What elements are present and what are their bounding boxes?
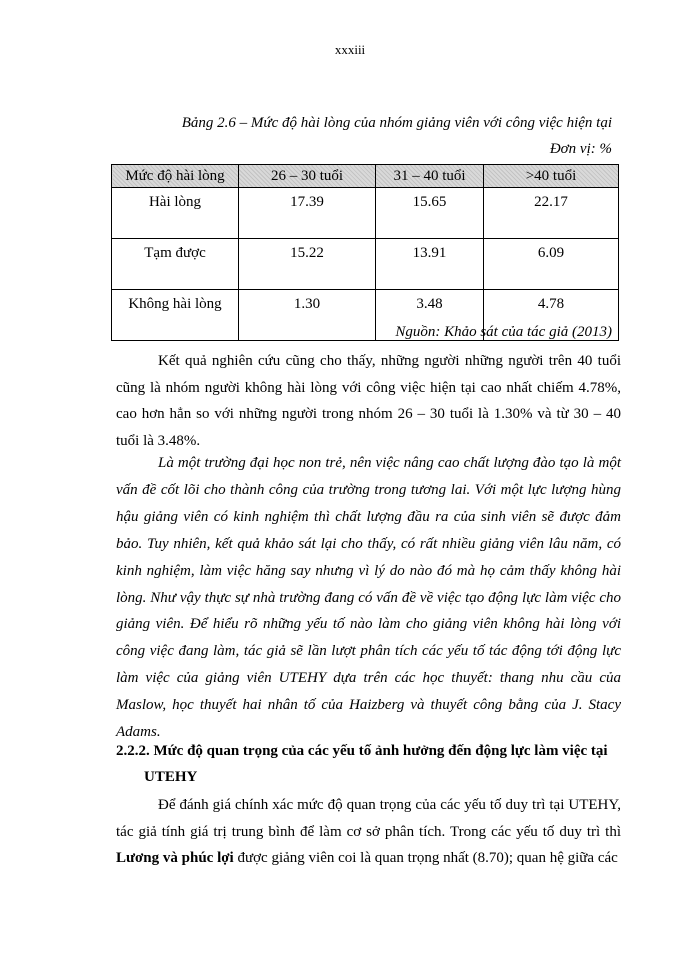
value-cell: 13.91 <box>376 239 484 290</box>
value-cell: 3.48 <box>376 290 484 341</box>
section-heading <box>116 738 626 790</box>
section-heading-line-1: 2.2.2. Mức độ quan trọng của các yếu tố ảnh hưởng đến động lực làm việc tại <box>116 743 608 759</box>
paragraph-text: được giảng viên coi là quan trọng nhất (8.70); quan hệ giữa các <box>233 850 618 866</box>
table-source: Nguồn: Khảo sát của tác giả (2013) <box>395 324 612 340</box>
header-cell: Mức độ hài lòng <box>112 165 239 188</box>
table-unit: Đơn vị: % <box>549 141 612 157</box>
page-number: xxxiii <box>334 42 366 57</box>
row-label-cell: Không hài lòng <box>112 290 239 341</box>
table-row <box>112 239 619 290</box>
table-caption: Bảng 2.6 – Mức độ hài lòng của nhóm giảng viên với công việc hiện tại <box>181 115 612 131</box>
header-cell: 31 – 40 tuổi <box>376 165 484 188</box>
value-cell: 15.22 <box>239 239 376 290</box>
row-label-cell: Hài lòng <box>112 188 239 239</box>
value-cell: 15.65 <box>376 188 484 239</box>
row-label-cell: Tạm được <box>112 239 239 290</box>
table-header-row <box>112 165 619 188</box>
header-cell: >40 tuổi <box>484 165 619 188</box>
value-cell: 1.30 <box>239 290 376 341</box>
italic-paragraph: Là một trường đại học non trẻ, nên việc nâng cao chất lượng đào tạo là một vấn đề cốt lõi cho thành công của trường trong tương lai. Với một lực lượng hùng hậu giảng viên có kinh nghiệm thì chất lượng đầu ra của sinh viên sẽ được đảm bảo. Tuy nhiên, kết quả khảo sát lại cho thấy, có rất nhiều giảng viên lâu năm, có kinh nghiệm, làm việc hăng say nhưng vì lý do nào đó mà họ cảm thấy không hài lòng. Như vậy thực sự nhà trường đang có vấn đề về việc tạo động lực làm việc cho giảng viên. Để hiểu rõ những yếu tố nào làm cho giảng viên không hài lòng với công việc đang làm, tác giả sẽ lần lượt phân tích các yếu tố tác động tới động lực làm việc của giảng viên UTEHY dựa trên các học thuyết: thang nhu cầu của Maslow, học thuyết hai nhân tố của Haizberg và thuyết công bằng của J. Stacy Adams. <box>116 455 621 741</box>
table-row <box>112 188 619 239</box>
body-paragraph: Kết quả nghiên cứu cũng cho thấy, những người những người trên 40 tuổi cũng là nhóm người không hài lòng với công việc hiện tại cao nhất chiếm 4.78%, cao hơn hẳn so với những người trong nhóm 26 – 30 tuổi là 1.30% và từ 30 – 40 tuổi là 3.48%. <box>116 353 621 449</box>
section-heading-line-2: UTEHY <box>144 769 198 785</box>
value-cell: 22.17 <box>484 188 619 239</box>
header-cell: 26 – 30 tuổi <box>239 165 376 188</box>
value-cell: 6.09 <box>484 239 619 290</box>
bold-term: Lương và phúc lợi <box>116 850 234 866</box>
paragraph-text: Để đánh giá chính xác mức độ quan trọng của các yếu tố duy trì tại UTEHY, tác giả tính giá trị trung bình để làm cơ sở phân tích. Trong các yếu tố duy trì thì <box>116 797 621 840</box>
satisfaction-table <box>111 164 619 341</box>
value-cell: 17.39 <box>239 188 376 239</box>
value-cell: 4.78 <box>484 290 619 341</box>
body-paragraph <box>116 792 621 872</box>
